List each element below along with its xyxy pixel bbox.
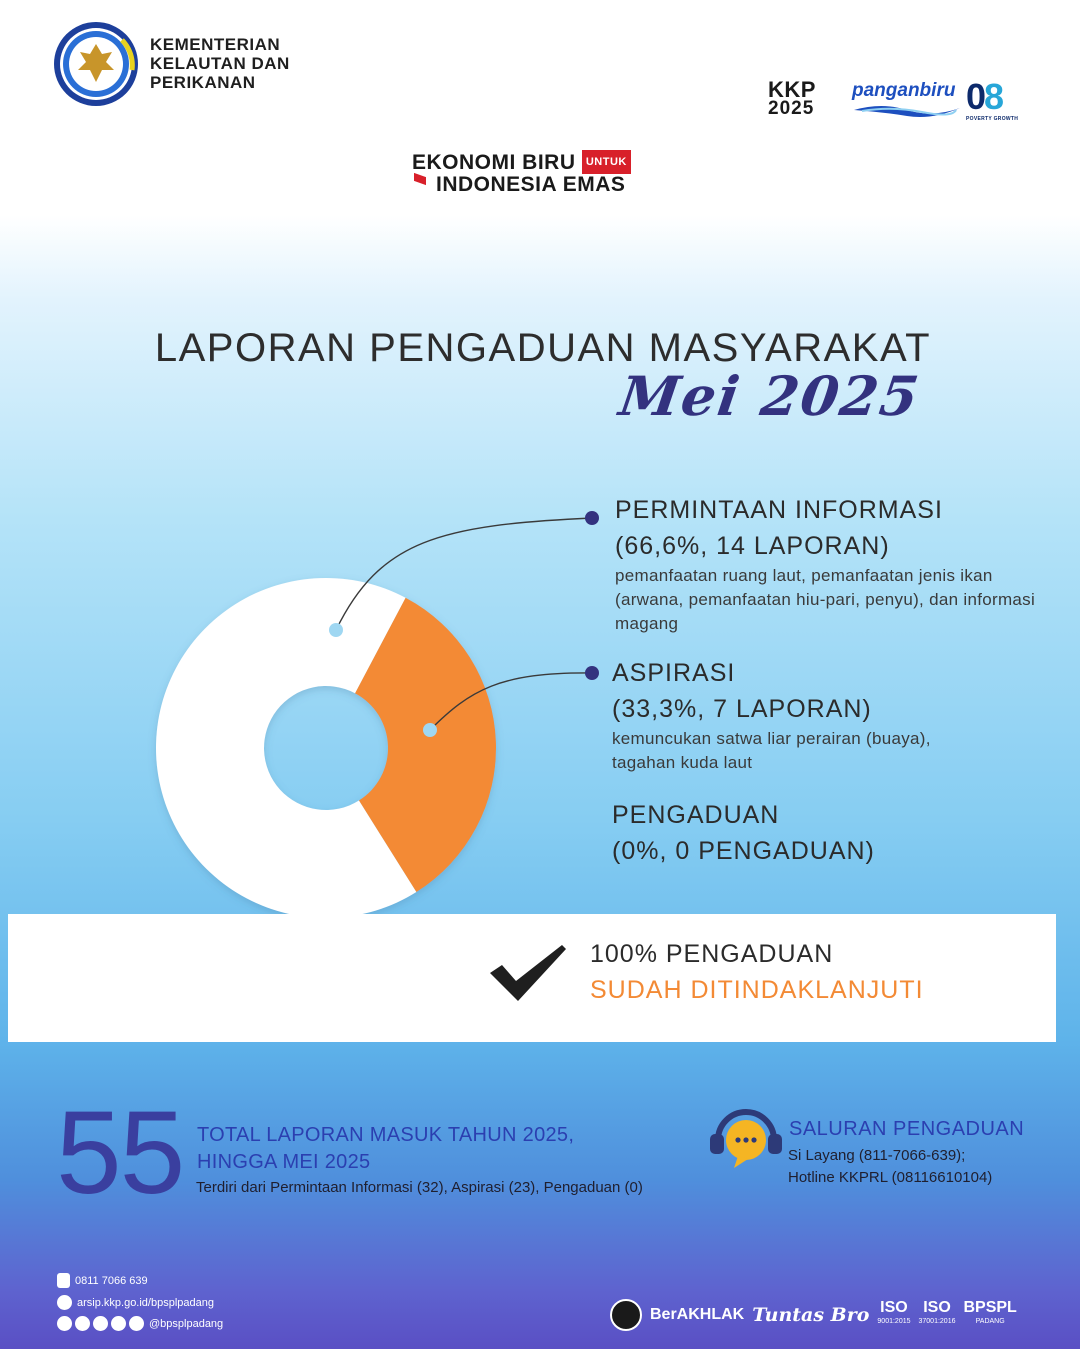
globe-icon [57, 1295, 72, 1310]
contact-social[interactable] [57, 1316, 223, 1331]
contact-phone-text: 0811 7066 639 [75, 1274, 148, 1287]
kkp-2025-line2: 2025 [768, 98, 815, 119]
ekonomi-line2: INDONESIA EMAS [436, 173, 626, 196]
x-icon[interactable] [93, 1316, 108, 1331]
bpspl-logo [963, 1301, 1016, 1329]
legend-permintaan [615, 492, 1065, 636]
saluran-line1: Si Layang (811-7066-639); [788, 1147, 966, 1164]
legend-pengaduan-heading: PENGADUAN [612, 801, 780, 829]
banner-line-1: 100% PENGADUAN [590, 940, 834, 968]
total-detail: Terdiri dari Permintaan Informasi (32), Aspirasi (23), Pengaduan (0) [196, 1179, 643, 1196]
legend-permintaan-value: (66,6%, 14 LAPORAN) [615, 532, 890, 560]
ministry-line-3: PERIKANAN [150, 73, 256, 92]
banner-line-2: SUDAH DITINDAKLANJUTI [590, 976, 924, 1004]
kkp-2025-line1: KKP [768, 77, 816, 102]
legend-aspirasi-description: kemuncukan satwa liar perairan (buaya), tagahan kuda laut [612, 729, 931, 772]
page-title: LAPORAN PENGADUAN MASYARAKAT [154, 326, 932, 370]
contact-phone[interactable] [57, 1273, 148, 1288]
youtube-icon[interactable] [129, 1316, 144, 1331]
contact-website[interactable] [57, 1295, 214, 1310]
total-heading-line1: TOTAL LAPORAN MASUK TAHUN 2025, [197, 1124, 575, 1146]
iso-37001-text: ISO [923, 1299, 951, 1316]
total-heading-line2: HINGGA MEI 2025 [197, 1151, 371, 1173]
iso-9001-sub: 9001:2015 [877, 1318, 911, 1325]
untuk-badge: UNTUK [582, 150, 631, 174]
iso-37001-sub: 37001:2016 [918, 1318, 956, 1325]
total-heading [197, 1122, 574, 1176]
donut-slice-permintaan-informasi [156, 578, 416, 918]
legend-pengaduan-value: (0%, 0 PENGADUAN) [612, 837, 875, 865]
saluran-heading: SALURAN PENGADUAN [789, 1118, 1025, 1140]
legend-aspirasi-heading: ASPIRASI [612, 659, 736, 687]
panganbiru-text: panganbiru [852, 80, 956, 101]
leader-dot-permintaan-start [329, 623, 343, 637]
08-subtitle: POVERTY GROWTH [966, 116, 1019, 122]
facebook-icon[interactable] [57, 1316, 72, 1331]
page-subtitle-month: Mei 2025 [615, 364, 925, 428]
leader-dot-aspirasi-end [585, 666, 599, 680]
iso-9001-logo [877, 1301, 910, 1329]
seal-icon [610, 1299, 642, 1331]
headset-icon [708, 1104, 784, 1172]
footer-logos [610, 1296, 1017, 1334]
iso-37001-logo [919, 1301, 956, 1329]
leader-dot-permintaan-end [585, 511, 599, 525]
bpspl-text: BPSPL [963, 1299, 1017, 1316]
leader-dot-aspirasi-start [423, 723, 437, 737]
contact-social-handle: @bpsplpadang [149, 1317, 224, 1330]
legend-permintaan-heading: PERMINTAAN INFORMASI [615, 496, 943, 524]
instagram-icon[interactable] [75, 1316, 90, 1331]
berakhlak-logo: BerAKHLAK [650, 1306, 745, 1323]
08-digit-8: 8 [984, 76, 1003, 117]
saluran-line2: Hotline KKPRL (08116610104) [788, 1169, 993, 1186]
legend-pengaduan [612, 797, 1062, 869]
legend-aspirasi-value: (33,3%, 7 LAPORAN) [612, 695, 872, 723]
contact-website-text: arsip.kkp.go.id/bpsplpadang [77, 1296, 214, 1309]
bpspl-sub: PADANG [975, 1318, 1005, 1325]
iso-9001-text: ISO [880, 1299, 908, 1316]
legend-aspirasi [612, 655, 1062, 775]
legend-permintaan-description: pemanfaatan ruang laut, pemanfaatan jenis ikan (arwana, pemanfaatan hiu-pari, penyu), dan informasi magang [615, 566, 1036, 633]
saluran-detail [788, 1145, 992, 1189]
08-digit-0: 0 [966, 76, 985, 117]
checkmark-icon [488, 943, 568, 1003]
ministry-line-1: KEMENTERIAN [150, 35, 281, 54]
tiktok-icon[interactable] [111, 1316, 126, 1331]
ekonomi-line1: EKONOMI BIRU [412, 151, 576, 174]
total-count: 55 [56, 1087, 184, 1219]
tuntas-bro-logo: Tuntas Bro [752, 1304, 870, 1326]
ministry-line-2: KELAUTAN DAN [150, 54, 290, 73]
phone-icon [57, 1273, 70, 1288]
